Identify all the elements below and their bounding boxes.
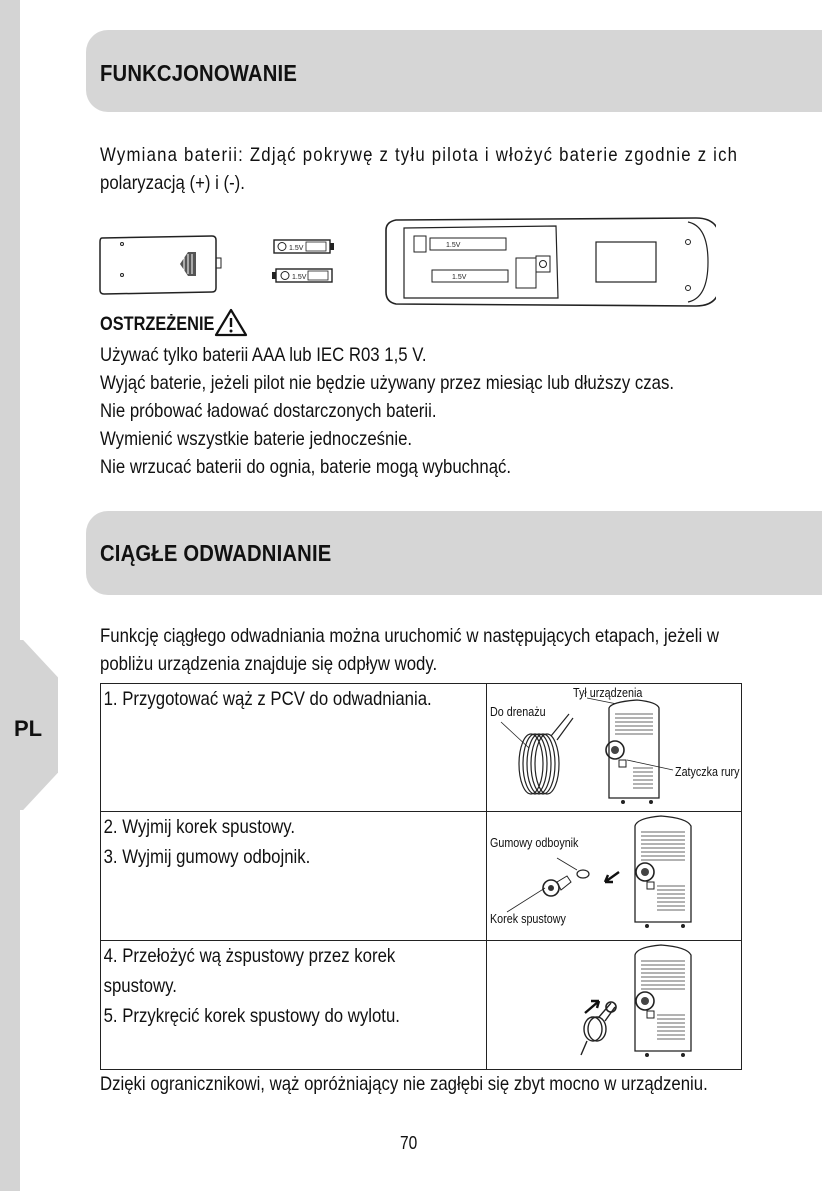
page-number: 70 <box>400 1133 418 1153</box>
step-text-cell <box>101 812 487 941</box>
step-5-text: 5. Przykręcić korek spustowy do wylotu. <box>103 1005 400 1027</box>
section-title-functioning: FUNKCJONOWANIE <box>100 60 298 86</box>
remote-control-back-drawing <box>386 218 716 306</box>
label-drain-plug: Korek spustowy <box>489 912 566 926</box>
section-banner-continuous-drainage <box>86 511 822 595</box>
battery-replacement-illustration <box>96 212 716 310</box>
step-figure-cell <box>486 684 741 812</box>
step-4-text-line-1: 4. Przełożyć wą żspustowy przez korek <box>103 945 396 967</box>
battery-2-label: 1.5V <box>292 274 307 281</box>
table-row <box>101 941 742 1070</box>
battery-line-1: Wymiana baterii: Zdjąć pokrywę z tyłu pilota i włożyć baterie zgodnie z ich <box>100 144 739 166</box>
aaa-battery-1 <box>274 240 334 253</box>
warning-title: OSTRZEŻENIE <box>100 314 215 335</box>
warning-list <box>100 341 767 481</box>
aaa-battery-2 <box>272 269 332 282</box>
hose-stopper-note: Dzięki ogranicznikowi, wąż opróżniający nie zagłębi się zbyt mocno w urządzeniu. <box>100 1073 708 1095</box>
warning-item: Wyjąć baterie, jeżeli pilot nie będzie używany przez miesiąc lub dłuższy czas. <box>100 372 675 394</box>
warning-triangle-icon <box>214 307 248 337</box>
hose-and-plug-drawing <box>581 1002 616 1055</box>
battery-1-label: 1.5V <box>289 245 304 252</box>
step-figure-cell <box>486 812 741 941</box>
hose-and-unit-rear-drawing <box>487 684 741 811</box>
remote-battery-1-label: 1.5V <box>446 242 461 249</box>
drain-plug-drawing <box>543 876 571 896</box>
step-text-cell <box>101 684 487 812</box>
step-text-cell <box>101 941 487 1070</box>
drainage-intro-line-1: Funkcję ciągłego odwadniania można uruchomić w następujących etapach, jeżeli w <box>100 625 719 647</box>
label-to-drain: Do drenażu <box>489 705 546 719</box>
drainage-steps-table <box>100 683 742 1070</box>
side-strip <box>0 0 20 1191</box>
drainage-intro <box>100 622 719 678</box>
language-label: PL <box>14 716 43 741</box>
unit-side-drawing <box>635 816 691 928</box>
label-rear-of-unit: Tył urządzenia <box>572 686 642 700</box>
table-row <box>101 812 742 941</box>
unit-rear-drawing <box>606 700 673 804</box>
step-3-text: 3. Wyjmij gumowy odbojnik. <box>103 846 311 868</box>
label-rubber-bumper: Gumowy odboynik <box>489 836 578 850</box>
section-title-continuous-drainage: CIĄGŁE ODWADNIANIE <box>100 540 332 566</box>
step-1-text: 1. Przygotować wąż z PCV do odwadniania. <box>103 688 432 710</box>
step-2-text: 2. Wyjmij korek spustowy. <box>103 816 296 838</box>
unit-front-drawing <box>635 945 691 1057</box>
table-row <box>101 684 742 812</box>
plug-removal-drawing <box>487 812 741 940</box>
label-pipe-plug: Zatyczka rury <box>674 765 740 779</box>
warning-item: Wymienić wszystkie baterie jednocześnie. <box>100 428 413 450</box>
battery-instructions <box>100 141 739 197</box>
step-figure-cell <box>486 941 741 1070</box>
hose-through-plug-drawing <box>487 941 741 1069</box>
battery-line-2: polaryzacją (+) i (-). <box>100 172 245 194</box>
battery-cover-drawing <box>100 236 221 294</box>
drainage-intro-line-2: pobliżu urządzenia znajduje się odpływ wody. <box>100 653 438 675</box>
section-banner-functioning <box>86 30 822 112</box>
warning-item: Nie wrzucać baterii do ognia, baterie mogą wybuchnąć. <box>100 456 512 478</box>
step-4-text-line-2: spustowy. <box>103 975 177 997</box>
remote-battery-2-label: 1.5V <box>452 274 467 281</box>
warning-item: Nie próbować ładować dostarczonych baterii. <box>100 400 437 422</box>
warning-item: Używać tylko baterii AAA lub IEC R03 1,5 V. <box>100 344 427 366</box>
